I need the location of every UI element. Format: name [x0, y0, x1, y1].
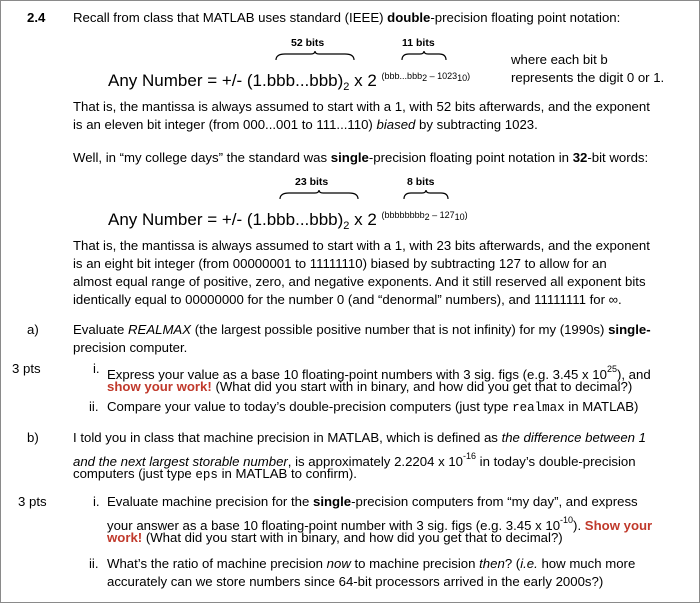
- part-b-points: 3 pts: [18, 494, 47, 509]
- part-b-item-i-line3: work! (What did you start with in binary, and how did you get that to decimal?): [107, 530, 563, 545]
- double-para-line2: is an eleven bit integer (from 000...001 to 111...110) biased by subtracting 1023.: [73, 117, 538, 132]
- part-a-item-ii-line: Compare your value to today’s double-precision computers (just type realmax in MATLAB): [107, 399, 639, 415]
- part-b-item-ii-line1: What’s the ratio of machine precision now to machine precision then? (i.e. how much more: [107, 556, 636, 571]
- part-b-item-i-marker: i.: [93, 494, 100, 509]
- bit-note-line2: represents the digit 0 or 1.: [511, 70, 665, 85]
- single-para-line1: That is, the mantissa is always assumed to start with a 1, with 23 bits afterwards, and the exponent: [73, 238, 650, 253]
- single-precision-formula: Any Number = +/- $(1.bbb...bbb)_2$ x 2 $^{(bbbbbbbb2 - 12710)}$: [108, 210, 468, 232]
- part-a-item-ii-marker: ii.: [89, 399, 99, 414]
- single-para-line3: almost equal range of positive, zero, and negative exponents. And it still reserved all exponent bits: [73, 274, 646, 289]
- single-para-line2: is an eight bit integer (from 00000001 to 11111110) biased by subtracting 127 to allow for an: [73, 256, 607, 271]
- single-intro-line: Well, in “my college days” the standard was single-precision floating point notation in 32-bit words:: [73, 150, 649, 165]
- part-a-item-i-marker: i.: [93, 361, 100, 376]
- mantissa-bits-label: 52 bits: [291, 37, 325, 49]
- single-exponent-brace-icon: [403, 190, 449, 200]
- part-a-item-i-line2: show your work! (What did you start with in binary, and how did you get that to decimal?): [107, 379, 633, 394]
- part-b-item-ii-line2: accurately can we store numbers since 64-bit processors arrived in the early 2000s?): [107, 574, 604, 589]
- single-mantissa-bits-label: 23 bits: [295, 176, 329, 188]
- single-para-line4: identically equal to 00000000 for the number 0 (and “denormal” numbers), and 11111111 for ∞.: [73, 292, 622, 307]
- mantissa-brace-icon: [275, 51, 355, 61]
- part-a-line2: precision computer.: [73, 340, 188, 355]
- part-b-item-i-line1: Evaluate machine precision for the single-precision computers from “my day”, and express: [107, 494, 638, 509]
- exponent-bits-label: 11 bits: [402, 37, 435, 49]
- exponent-brace-icon: [401, 51, 447, 61]
- part-b-item-i-line2: your answer as a base 10 floating-point number with 3 sig. figs (e.g. 3.45 x $10^{-10}$). Show your: [107, 515, 653, 533]
- part-b-label: b): [27, 430, 39, 445]
- double-precision-formula: Any Number = +/- $(1.bbb...bbb)_2$ x 2 $^{(bbb...bbb2 - 102310)}$: [108, 71, 471, 93]
- part-a-label: a): [27, 322, 39, 337]
- part-a-points: 3 pts: [12, 361, 41, 376]
- part-b-item-ii-marker: ii.: [89, 556, 99, 571]
- problem-number: 2.4: [27, 10, 46, 25]
- part-b-line2: and the next largest storable number, is approximately 2.2204 x $10^{-16}$ in today’s double-precision: [73, 451, 636, 469]
- intro-line: Recall from class that MATLAB uses standard (IEEE) double-precision floating point notation:: [73, 10, 621, 25]
- part-b-line1: I told you in class that machine precision in MATLAB, which is defined as the difference between 1: [73, 430, 646, 445]
- part-a-line1: Evaluate REALMAX (the largest possible positive number that is not infinity) for my (1990s) single-: [73, 322, 651, 337]
- part-a-item-i-line1: Express your value as a base 10 floating-point numbers with 3 sig. figs (e.g. 3.45 x $10^{25}$), and: [107, 364, 651, 382]
- double-para-line1: That is, the mantissa is always assumed to start with a 1, with 52 bits afterwards, and the exponent: [73, 99, 650, 114]
- bit-note-line1: where each bit b: [511, 52, 608, 67]
- single-mantissa-brace-icon: [279, 190, 359, 200]
- part-b-line3: computers (just type eps in MATLAB to confirm).: [73, 466, 357, 482]
- single-exponent-bits-label: 8 bits: [407, 176, 435, 188]
